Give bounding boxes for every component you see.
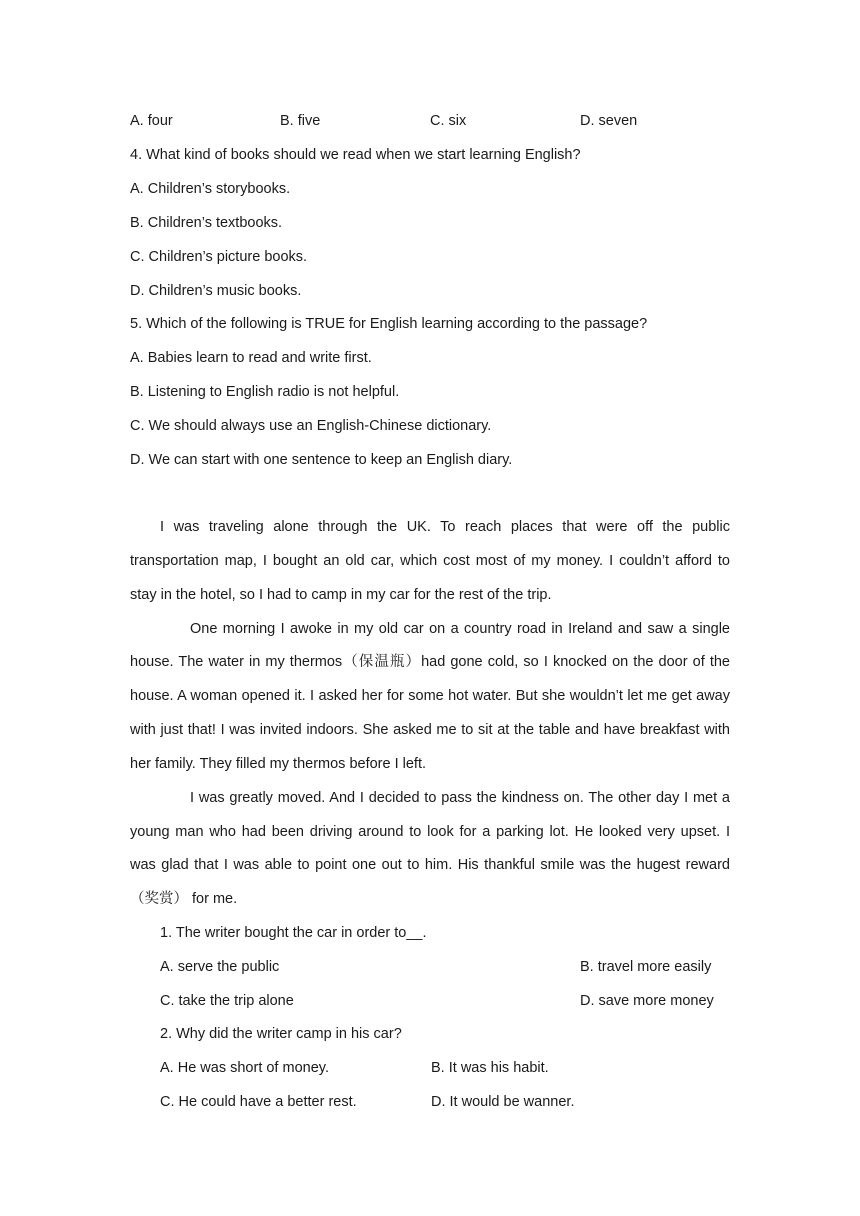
passage-line: stay in the hotel, so I had to camp in my car for the rest of the trip. <box>130 587 552 603</box>
passage-q2-option-a: A. He was short of money. <box>160 1060 329 1076</box>
passage-line: transportation map, I bought an old car, which cost most of my money. I couldn’t afford to <box>130 553 730 569</box>
q4-question: 4. What kind of books should we read when we start learning English? <box>130 147 581 163</box>
q3-options <box>130 111 730 131</box>
passage-q1-options-row1 <box>160 957 730 977</box>
passage-q2-options-row2 <box>160 1092 730 1112</box>
passage-q1-question: 1. The writer bought the car in order to__. <box>160 925 427 941</box>
passage-line: I was greatly moved. And I decided to pass the kindness on. The other day I met a <box>190 790 730 806</box>
passage-line: I was traveling alone through the UK. To reach places that were off the public <box>160 519 730 535</box>
q4-option-a: A. Children’s storybooks. <box>130 181 291 197</box>
q5-question: 5. Which of the following is TRUE for English learning according to the passage? <box>130 316 648 332</box>
q3-option-a: A. four <box>130 113 173 129</box>
passage-q1-option-c: C. take the trip alone <box>160 993 294 1009</box>
passage-q2-option-b: B. It was his habit. <box>431 1060 549 1076</box>
q4-option-c: C. Children’s picture books. <box>130 249 308 265</box>
passage-line: was glad that I was able to point one out to him. His thankful smile was the hugest reward <box>130 857 730 873</box>
q5-option-c: C. We should always use an English-Chinese dictionary. <box>130 418 492 434</box>
q3-option-d: D. seven <box>580 113 638 129</box>
passage-q1-option-a: A. serve the public <box>160 959 280 975</box>
passage-line: house. The water in my thermos（保温瓶）had gone cold, so I knocked on the door of the <box>130 654 730 670</box>
q3-option-b: B. five <box>280 113 321 129</box>
passage-line: One morning I awoke in my old car on a country road in Ireland and saw a single <box>190 621 730 637</box>
passage-q2-option-c: C. He could have a better rest. <box>160 1094 357 1110</box>
passage-line: （奖赏） for me. <box>130 891 238 907</box>
q4-option-b: B. Children’s textbooks. <box>130 215 283 231</box>
q5-option-a: A. Babies learn to read and write first. <box>130 350 372 366</box>
passage-q2-question: 2. Why did the writer camp in his car? <box>160 1026 402 1042</box>
passage-q2-options-row1 <box>160 1058 730 1078</box>
q5-option-b: B. Listening to English radio is not helpful. <box>130 384 400 400</box>
passage-line: with just that! I was invited indoors. She asked me to sit at the table and have breakfast with <box>130 722 730 738</box>
passage-q2-option-d: D. It would be wanner. <box>431 1094 575 1110</box>
passage-q1-option-b: B. travel more easily <box>580 959 712 975</box>
passage-line: house. A woman opened it. I asked her for some hot water. But she wouldn’t let me get away <box>130 688 730 704</box>
q3-option-c: C. six <box>430 113 467 129</box>
passage-q1-option-d: D. save more money <box>580 993 714 1009</box>
q5-option-d: D. We can start with one sentence to keep an English diary. <box>130 452 513 468</box>
passage-line: her family. They filled my thermos before I left. <box>130 756 427 772</box>
q4-option-d: D. Children’s music books. <box>130 283 302 299</box>
passage-q1-options-row2 <box>160 991 730 1011</box>
passage-line: young man who had been driving around to look for a parking lot. He looked very upset. I <box>130 824 730 840</box>
